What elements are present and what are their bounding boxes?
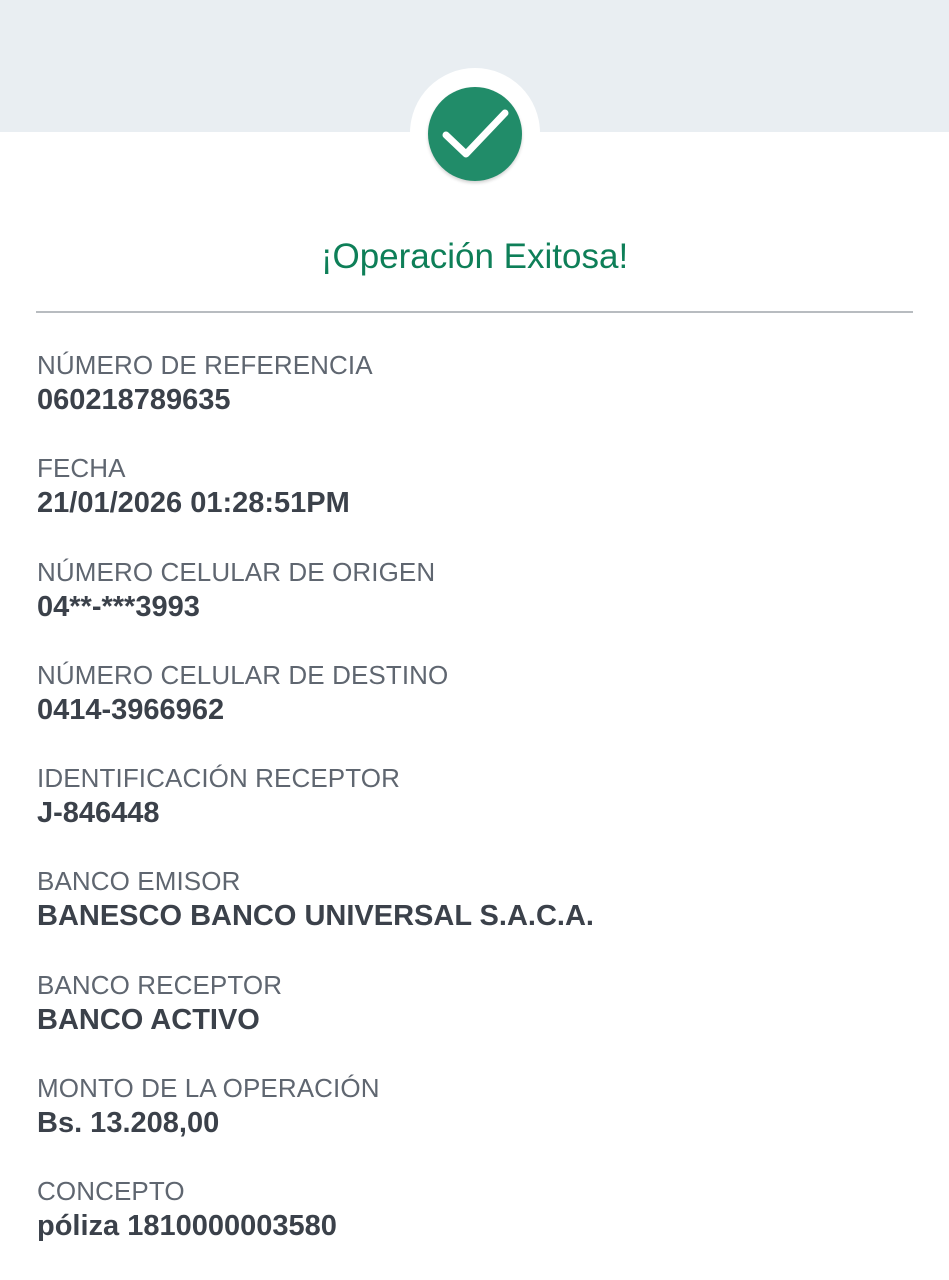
detail-value: J-846448: [37, 797, 160, 830]
detail-label: FECHA: [37, 453, 126, 484]
detail-issuing-bank: [37, 864, 917, 967]
detail-value: 21/01/2026 01:28:51PM: [37, 487, 350, 520]
detail-value: Bs. 13.208,00: [37, 1107, 220, 1140]
detail-label: IDENTIFICACIÓN RECEPTOR: [37, 763, 400, 794]
detail-value: 04**-***3993: [37, 590, 200, 623]
detail-value: 060218789635: [37, 384, 231, 416]
detail-value: BANESCO BANCO UNIVERSAL S.A.C.A.: [37, 900, 594, 933]
detail-label: NÚMERO DE REFERENCIA: [37, 350, 373, 380]
detail-amount: [37, 1071, 917, 1174]
detail-reference: [37, 348, 917, 451]
detail-label: NÚMERO CELULAR DE ORIGEN: [37, 556, 436, 587]
detail-origin-phone: [37, 555, 917, 658]
success-title: ¡Operación Exitosa!: [320, 237, 629, 276]
detail-value: póliza 1810000003580: [37, 1210, 337, 1243]
detail-value: 0414-3966962: [37, 693, 225, 726]
detail-label: MONTO DE LA OPERACIÓN: [37, 1073, 380, 1104]
checkmark-glyph: [428, 87, 522, 181]
detail-label: BANCO RECEPTOR: [37, 969, 283, 1000]
detail-value: BANCO ACTIVO: [37, 1003, 260, 1036]
detail-label: BANCO EMISOR: [37, 866, 241, 897]
checkmark-icon: [428, 87, 522, 181]
detail-receiver-id: [37, 761, 917, 864]
detail-concept: [37, 1174, 917, 1277]
operation-details: [37, 348, 917, 1278]
detail-destination-phone: [37, 658, 917, 761]
detail-label: CONCEPTO: [37, 1176, 185, 1207]
detail-date: [37, 451, 917, 554]
detail-label: NÚMERO CELULAR DE DESTINO: [37, 659, 449, 690]
divider: [36, 311, 913, 313]
detail-receiving-bank: [37, 968, 917, 1071]
